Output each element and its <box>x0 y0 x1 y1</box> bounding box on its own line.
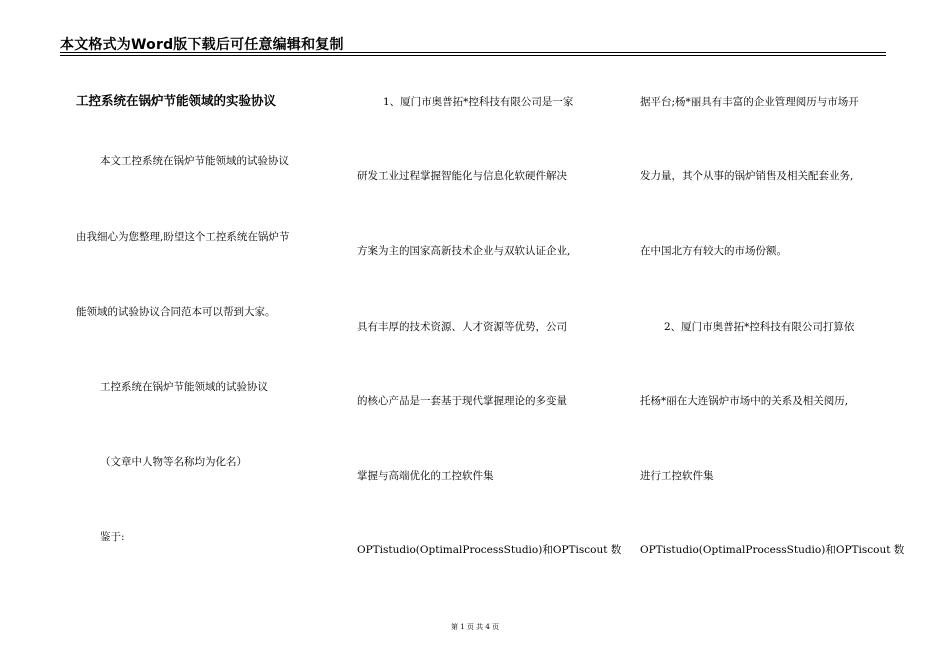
header-rule-thick <box>60 55 886 56</box>
text-line: （文章中人物等名称均为化名） <box>100 456 247 468</box>
text-line: 发力量，其个从事的锅炉销售及相关配套业务, <box>640 170 854 182</box>
text-line: 据平台;杨*丽具有丰富的企业管理阅历与市场开 <box>640 96 859 108</box>
text-line: 研发工业过程掌握智能化与信息化软硬件解决 <box>357 170 567 182</box>
page-number-footer: 第 1 页 共 4 页 <box>450 623 500 631</box>
text-line: OPTistudio(OptimalProcessStudio)和OPTiscout 数 <box>640 544 905 556</box>
text-line: 由我细心为您整理,盼望这个工控系统在锅炉节 <box>76 231 290 243</box>
text-line: 方案为主的国家高新技术企业与双软认证企业, <box>357 245 571 257</box>
text-line: 的核心产品是一套基于现代掌握理论的多变量 <box>357 395 567 407</box>
header-rule-thin <box>60 52 886 53</box>
text-line: 具有丰厚的技术资源、人才资源等优势，公司 <box>357 321 567 333</box>
text-line: 本文工控系统在锅炉节能领域的试验协议 <box>100 155 289 167</box>
text-line: 2、厦门市奥普拓*控科技有限公司打算依 <box>664 321 855 333</box>
text-line: 能领域的试验协议合同范本可以帮到大家。 <box>76 306 276 318</box>
document-header-title: 本文格式为Word版下载后可任意编辑和复制 <box>60 37 344 53</box>
text-line: 托杨*丽在大连锅炉市场中的关系及相关阅历, <box>640 395 849 407</box>
text-line: 在中国北方有较大的市场份额。 <box>640 245 787 257</box>
text-line: 进行工控软件集 <box>640 470 714 482</box>
text-line: 1、厦门市奥普拓*控科技有限公司是一家 <box>383 96 574 108</box>
text-line: 鉴于: <box>100 531 125 543</box>
text-line: OPTistudio(OptimalProcessStudio)和OPTiscout 数 <box>357 544 622 556</box>
text-line: 工控系统在锅炉节能领域的试验协议 <box>100 381 268 393</box>
document-title: 工控系统在锅炉节能领域的实验协议 <box>76 93 277 108</box>
text-line: 掌握与高端优化的工控软件集 <box>357 470 494 482</box>
